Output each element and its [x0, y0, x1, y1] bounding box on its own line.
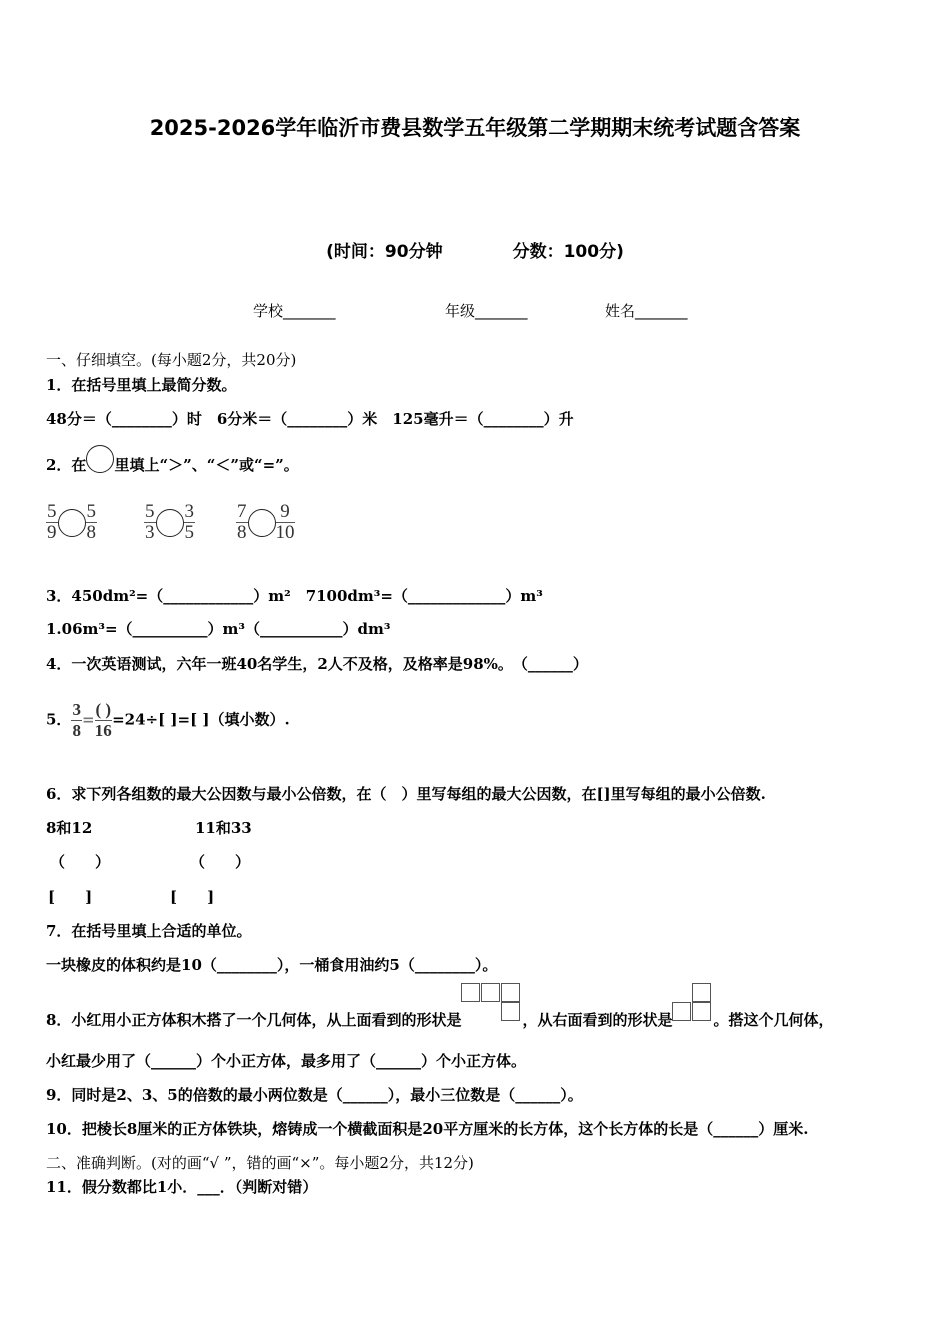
q5: 5． $\frac{3}{8}$ = $\frac{( )}{16}$ =24÷[ ]=[ ]（填小数）. — [46, 700, 290, 740]
q6-lcm-1: [ ] — [48, 888, 93, 906]
q3-line-2: 1.06m³=（__________）m³（___________）dm³ — [46, 620, 391, 638]
q3-line-1: 3．450dm²=（____________）m² 7100dm³=（_____________）m³ — [46, 587, 543, 605]
q6-gcd-1: （ ） — [50, 853, 111, 871]
q6-lcm-2: [ ] — [170, 888, 215, 906]
q8-line-1: 8．小红用小正方体积木搭了一个几何体，从上面看到的形状是 ，从右面看到的形状是 。搭这个几何体， — [46, 1001, 833, 1041]
name-field: 姓名_______ — [605, 302, 688, 320]
right-view-diagram — [672, 1001, 713, 1041]
q1-line: 48分＝（________）时 6分米＝（________）米 125毫升＝（________）升 — [46, 410, 574, 428]
time-label: (时间：90分钟 — [326, 242, 443, 262]
section-2-heading: 二、准确判断。(对的画“√ ”，错的画“×”。每小题2分，共12分) — [46, 1154, 474, 1172]
compare-circle[interactable] — [58, 509, 86, 537]
q2-pre: 2．在 — [46, 456, 87, 474]
q7-line: 一块橡皮的体积约是10（________），一桶食用油约5（________）。 — [46, 956, 498, 974]
q9: 9．同时是2、3、5的倍数的最小两位数是（______），最小三位数是（______）。 — [46, 1086, 583, 1104]
grade-field: 年级_______ — [445, 302, 528, 320]
score-label: 分数：100分) — [512, 242, 624, 262]
q1-stem: 1．在括号里填上最简分数。 — [46, 376, 237, 394]
section-1-heading: 一、仔细填空。(每小题2分，共20分) — [46, 351, 297, 369]
exam-subtitle — [0, 237, 950, 262]
q6-gcd-2: （ ） — [190, 853, 251, 871]
q6-group-2: 11和33 — [195, 819, 252, 837]
q2-stem — [46, 455, 299, 475]
circle-icon — [86, 445, 114, 473]
q7-stem: 7．在括号里填上合适的单位。 — [46, 922, 252, 940]
q4: 4．一次英语测试，六年一班40名学生，2人不及格，及格率是98%。 （______） — [46, 655, 588, 673]
compare-circle[interactable] — [156, 509, 184, 537]
compare-pair-3: $\frac{7}{8}$ $\frac{9}{10}$ — [237, 501, 295, 543]
q10: 10．把棱长8厘米的正方体铁块，熔铸成一个横截面积是20平方厘米的长方体，这个长方体的长是（______）厘米. — [46, 1120, 809, 1138]
q11: 11．假分数都比1小．___．（判断对错） — [46, 1178, 318, 1196]
q6-group-1: 8和12 — [46, 819, 93, 837]
top-view-diagram — [461, 1001, 522, 1041]
q8-line-2: 小红最少用了（______）个小正方体，最多用了（______）个小正方体。 — [46, 1052, 527, 1070]
school-field: 学校_______ — [253, 302, 336, 320]
page-title: 2025-2026学年临沂市费县数学五年级第二学期期末统考试题含答案 — [149, 116, 801, 140]
q6-stem: 6．求下列各组数的最大公因数与最小公倍数，在（ ）里写每组的最大公因数，在[]里写每组的最小公倍数. — [46, 785, 766, 803]
compare-circle[interactable] — [248, 509, 276, 537]
compare-pair-1: $\frac{5}{9}$ $\frac{5}{8}$ — [47, 501, 96, 543]
compare-pair-2: $\frac{5}{3}$ $\frac{3}{5}$ — [145, 501, 194, 543]
q2-post: 里填上“＞”、“＜”或“=”。 — [114, 456, 299, 474]
